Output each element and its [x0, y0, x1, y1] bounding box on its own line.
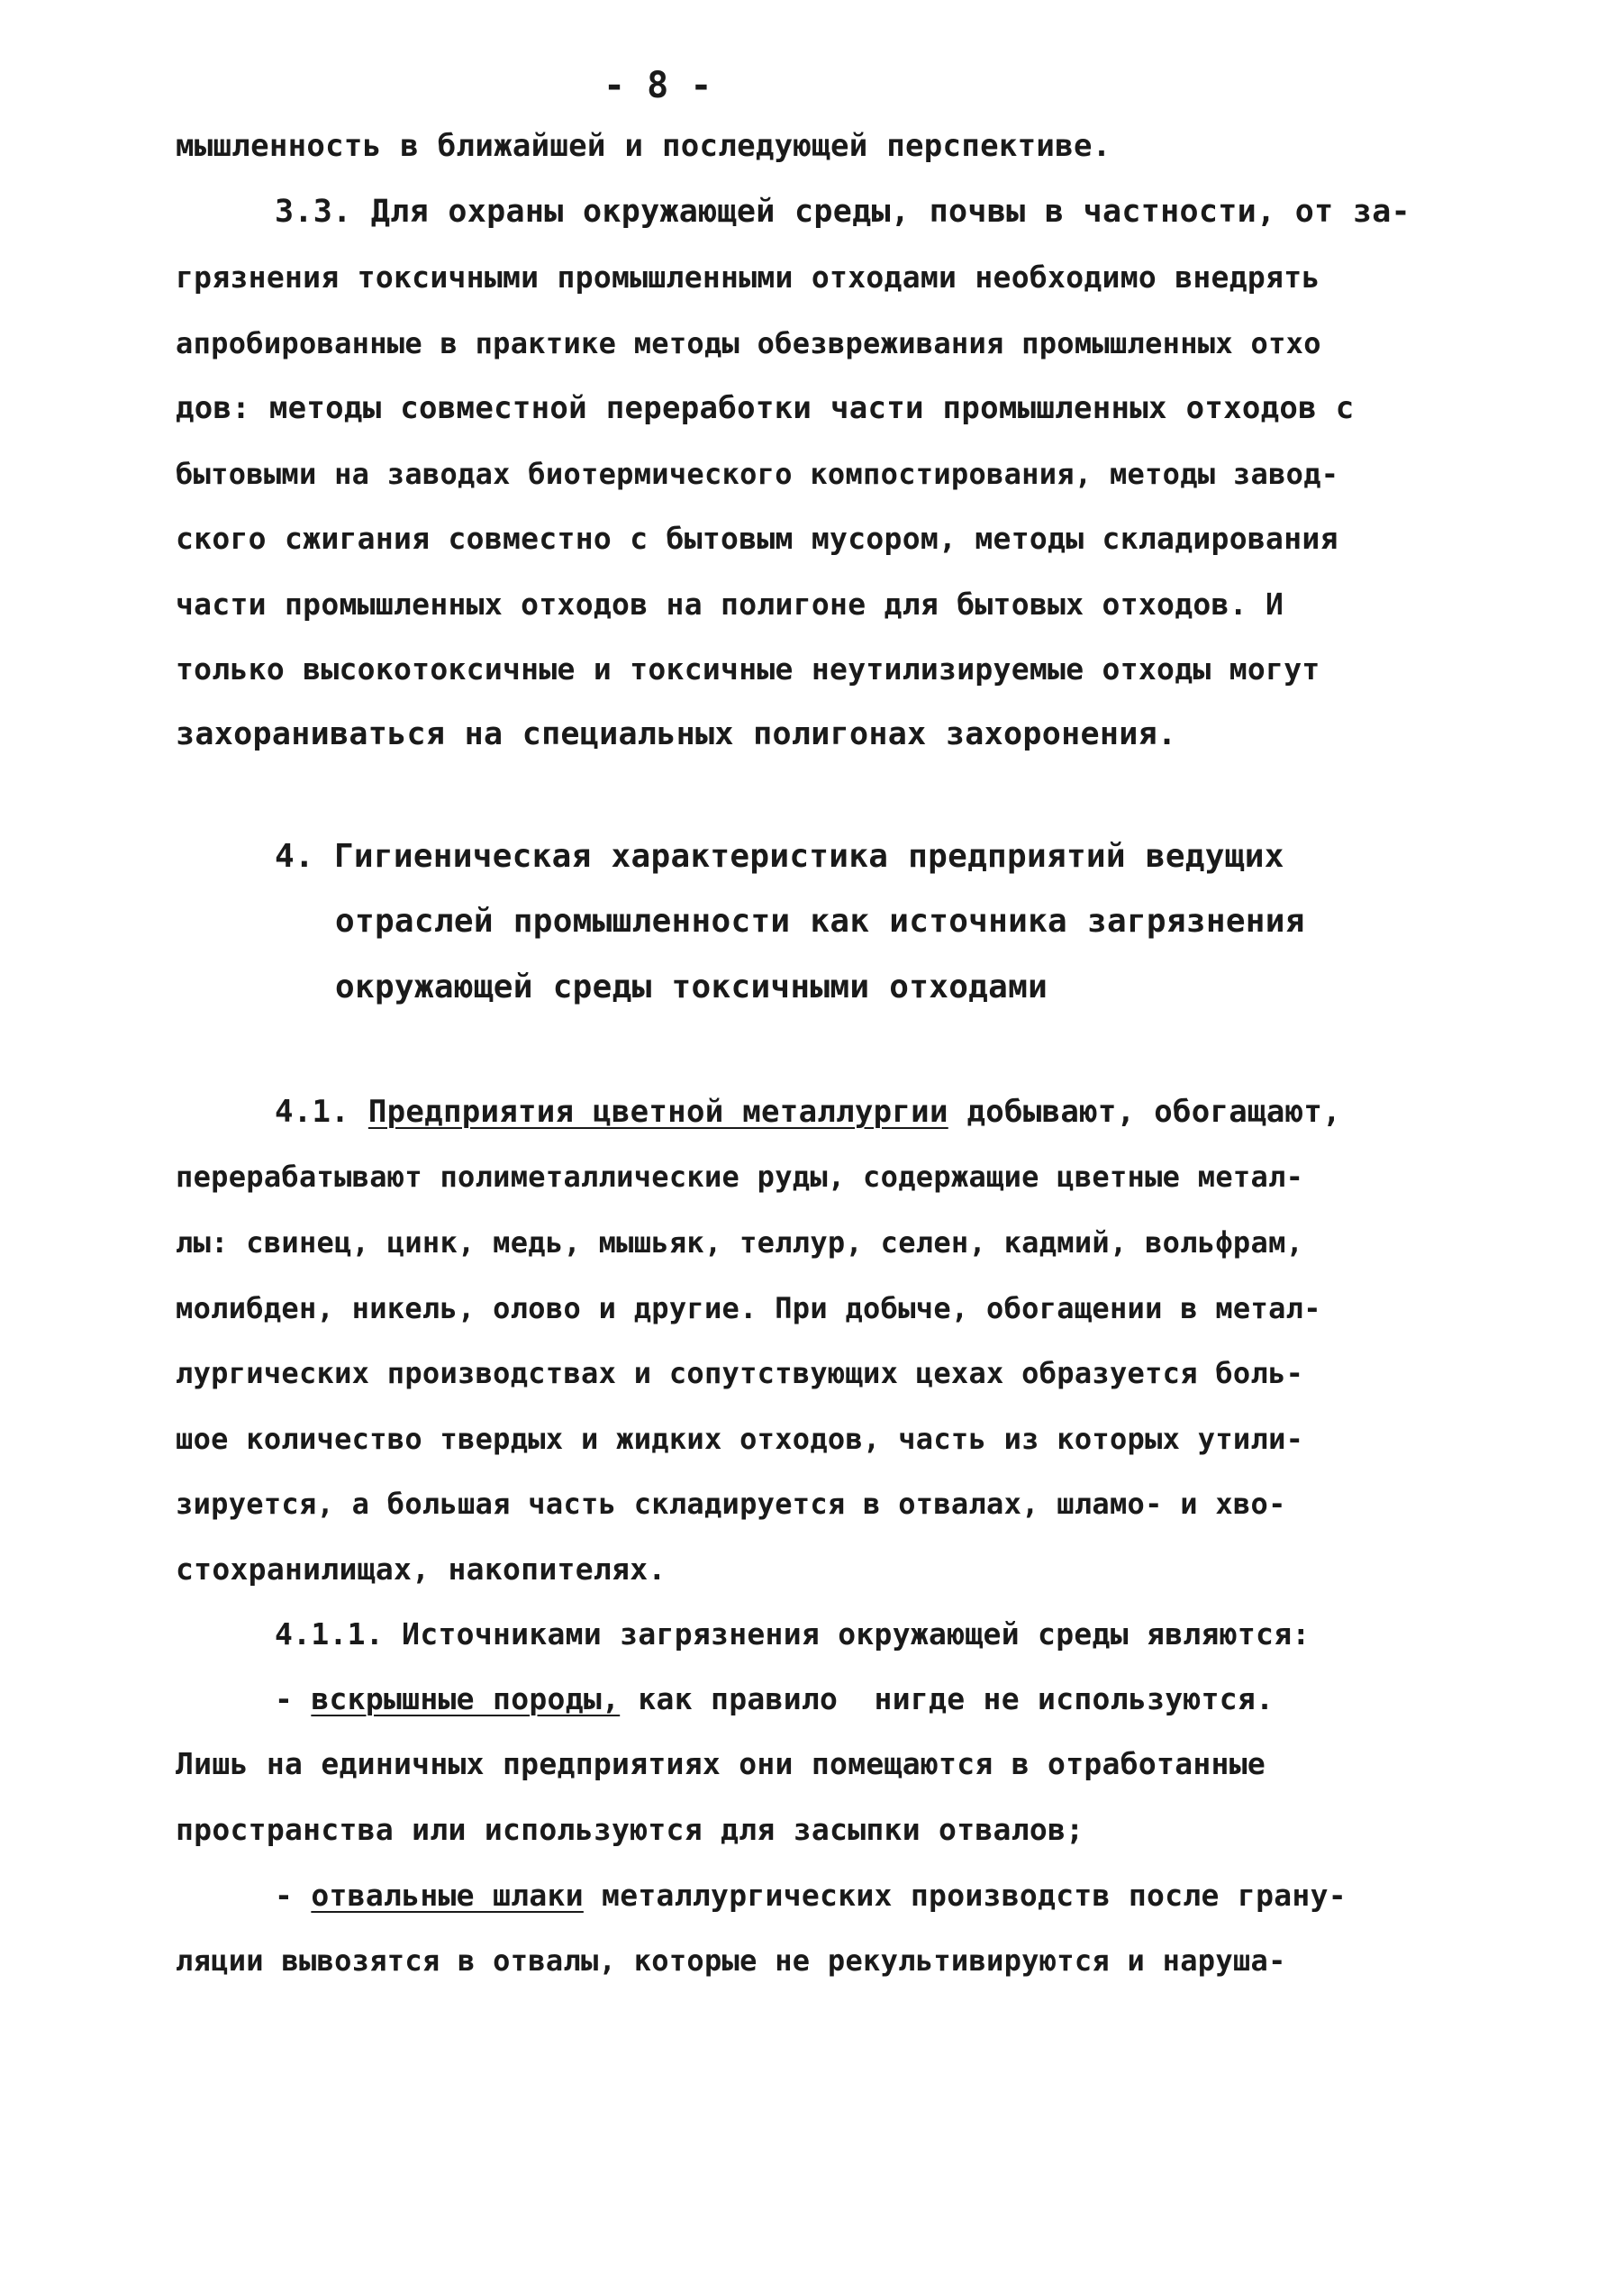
text-line: ляции вывозятся в отвалы, которые не рекультивируются и наруша- — [176, 1943, 1286, 1978]
text-line — [275, 1092, 1341, 1132]
text-line: лы: свинец, цинк, медь, мышьяк, теллур, селен, кадмий, вольфрам, — [176, 1225, 1304, 1260]
text-span: металлургических производств после грану- — [583, 1878, 1347, 1913]
text-line: Лишь на единичных предприятиях они помещаются в отработанные — [176, 1746, 1266, 1781]
text-line: перерабатывают полиметаллические руды, содержащие цветные метал- — [176, 1160, 1304, 1194]
page-number: - 8 - — [603, 65, 712, 106]
text-line: бытовыми на заводах биотермического компостирования, методы завод- — [176, 457, 1339, 491]
text-line: 3.3. Для охраны окружающей среды, почвы в частности, от за- — [275, 194, 1411, 230]
text-line — [275, 1679, 1274, 1719]
section-heading-line: окружающей среды токсичными отходами — [335, 969, 1048, 1006]
text-line: лургических производствах и сопутствующих цехах образуется боль- — [176, 1356, 1304, 1390]
text-line: дов: методы совместной переработки части промышленных отходов с — [176, 390, 1355, 426]
text-line: ского сжигания совместно с бытовым мусором, методы складирования — [176, 521, 1338, 556]
underlined-term: отвальные шлаки — [311, 1878, 584, 1913]
section-heading-line: отраслей промышленности как источника загрязнения — [335, 903, 1305, 940]
text-span: - — [275, 1681, 312, 1716]
text-line: пространства или используются для засыпки отвалов; — [176, 1812, 1084, 1847]
underlined-term: вскрышные породы, — [311, 1681, 621, 1716]
underlined-term: Предприятия цветной металлургии — [367, 1094, 948, 1130]
text-line: только высокотоксичные и токсичные неутилизируемые отходы могут — [176, 651, 1320, 687]
text-line: апробированные в практике методы обезвреживания промышленных отхо — [176, 326, 1321, 360]
text-line: зируется, а большая часть складируется в отвалах, шламо- и хво- — [176, 1487, 1286, 1521]
text-line: стохранилищах, накопителях. — [176, 1552, 667, 1587]
section-number: 4.1. — [275, 1094, 368, 1130]
text-line: части промышленных отходов на полигоне для бытовых отходов. И — [176, 587, 1284, 622]
text-span: добывают, обогащают, — [948, 1094, 1341, 1130]
text-line: захораниваться на специальных полигонах захоронения. — [176, 716, 1177, 752]
text-span: как правило нигде не используются. — [620, 1681, 1275, 1716]
text-line: молибден, никель, олово и другие. При добыче, обогащении в метал- — [176, 1291, 1321, 1325]
text-span: - — [275, 1878, 312, 1913]
text-line — [275, 1876, 1347, 1916]
text-line: 4.1.1. Источниками загрязнения окружающей среды являются: — [275, 1616, 1311, 1652]
section-heading-line: 4. Гигиеническая характеристика предприятий ведущих — [275, 838, 1284, 875]
text-line: шое количество твердых и жидких отходов, часть из которых утили- — [176, 1422, 1304, 1456]
text-line: мышленность в ближайшей и последующей перспективе. — [176, 128, 1111, 164]
text-line: грязнения токсичными промышленными отходами необходимо внедрять — [176, 259, 1320, 295]
